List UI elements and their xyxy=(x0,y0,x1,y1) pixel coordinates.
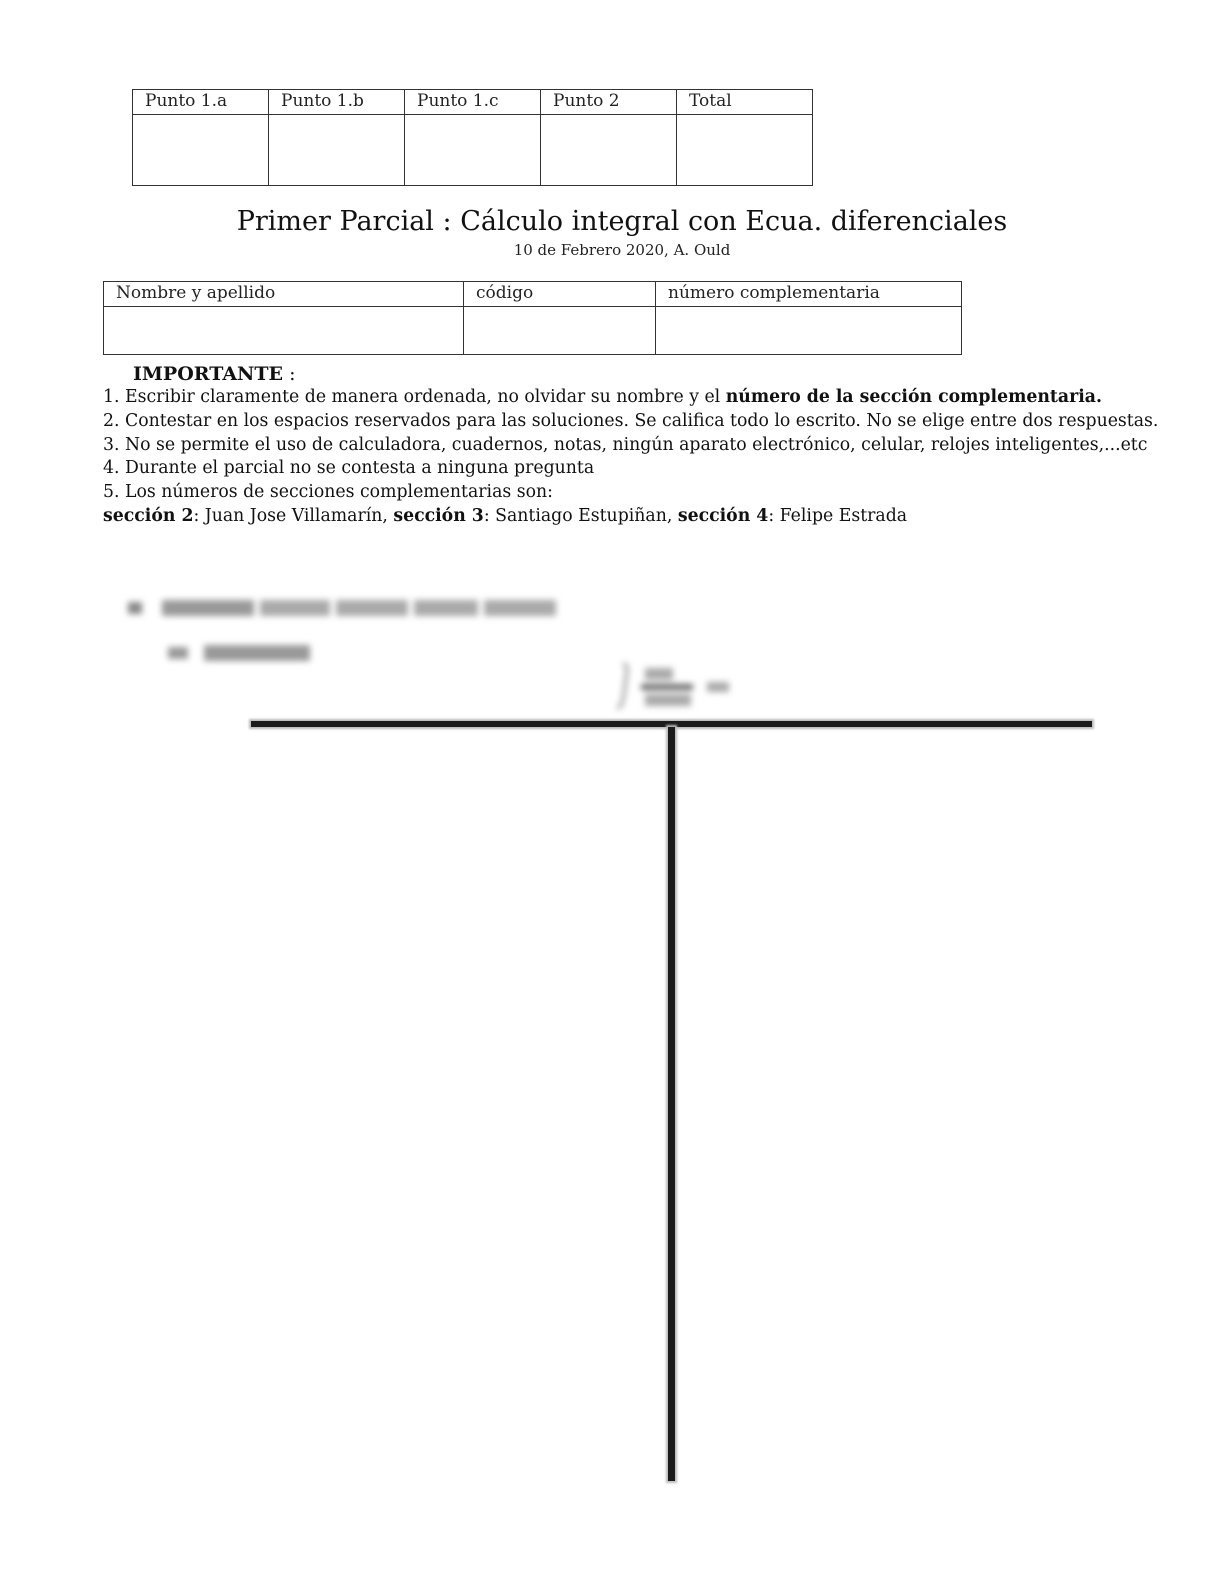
name-field[interactable] xyxy=(104,307,464,355)
rule-2: 2. Contestar en los espacios reservados para las soluciones. Se califica todo lo escrito. No se elige entre dos respuestas. xyxy=(103,410,1159,431)
student-id-table xyxy=(103,281,962,355)
score-cell-total[interactable] xyxy=(677,115,813,186)
exam-subtitle: 10 de Febrero 2020, A. Ould xyxy=(513,241,731,259)
important-colon: : xyxy=(283,363,296,385)
id-header-section-number: número complementaria xyxy=(656,282,962,307)
blurred-integral-formula xyxy=(615,660,735,712)
score-header-punto-1a: Punto 1.a xyxy=(133,90,269,115)
score-table-header-row xyxy=(133,90,813,115)
score-cell-punto-1a[interactable] xyxy=(133,115,269,186)
section-4-name: : Felipe Estrada xyxy=(768,506,908,526)
rule-1-bold: número de la sección complementaria. xyxy=(725,387,1102,407)
blurred-formula-shape xyxy=(615,660,735,712)
blurred-question-heading xyxy=(128,596,568,627)
section-number-field[interactable] xyxy=(656,307,962,355)
section-3-name: : Santiago Estupiñan, xyxy=(483,506,678,526)
id-header-name: Nombre y apellido xyxy=(104,282,464,307)
rule-3: 3. No se permite el uso de calculadora, cuadernos, notas, ningún aparato electrónico, celular, relojes inteligentes,...etc xyxy=(103,434,1148,455)
score-cell-punto-1c[interactable] xyxy=(405,115,541,186)
id-table-body-row xyxy=(104,307,962,355)
blurred-question-sub xyxy=(168,641,318,672)
rule-1-text: 1. Escribir claramente de manera ordenada, no olvidar su nombre y el xyxy=(103,387,726,407)
blurred-heading-shape xyxy=(128,596,568,620)
score-table-body-row xyxy=(133,115,813,186)
sections-line xyxy=(103,505,907,529)
blurred-sub-shape xyxy=(168,641,318,665)
exam-title: Primer Parcial : Cálculo integral con Ecua. diferenciales xyxy=(236,206,1008,237)
section-2-label: sección 2 xyxy=(103,506,194,526)
score-table xyxy=(132,89,813,186)
rules-list xyxy=(103,386,1183,505)
score-cell-punto-2[interactable] xyxy=(541,115,677,186)
answer-area-vertical-divider xyxy=(668,727,675,1481)
section-2-name: : Juan Jose Villamarín, xyxy=(193,506,394,526)
id-header-code: código xyxy=(464,282,656,307)
rule-5: 5. Los números de secciones complementarias son: xyxy=(103,482,553,503)
score-header-total: Total xyxy=(677,90,813,115)
score-header-punto-1c: Punto 1.c xyxy=(405,90,541,115)
score-cell-punto-1b[interactable] xyxy=(269,115,405,186)
section-3-label: sección 3 xyxy=(393,506,484,526)
score-header-punto-1b: Punto 1.b xyxy=(269,90,405,115)
id-table-header-row xyxy=(104,282,962,307)
rule-1 xyxy=(103,386,1183,410)
section-4-label: sección 4 xyxy=(677,506,769,526)
rule-4: 4. Durante el parcial no se contesta a ninguna pregunta xyxy=(103,458,595,479)
score-header-punto-2: Punto 2 xyxy=(541,90,677,115)
code-field[interactable] xyxy=(464,307,656,355)
important-label: IMPORTANTE xyxy=(133,363,284,385)
important-heading xyxy=(133,362,296,386)
